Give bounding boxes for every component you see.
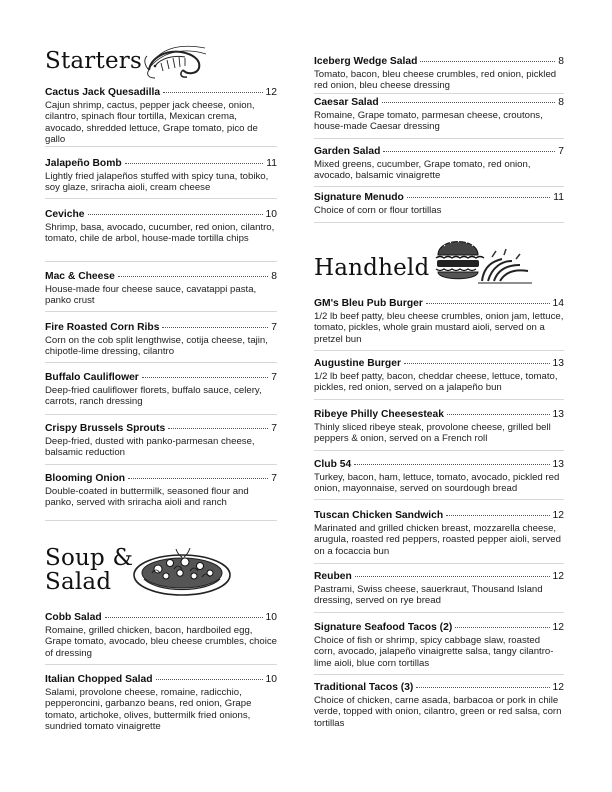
menu-item: [45, 473, 277, 509]
leader-dots: [407, 197, 550, 198]
leader-dots: [455, 627, 549, 628]
divider: [314, 563, 564, 564]
salad-bowl-icon: [130, 543, 234, 599]
item-description: Choice of corn or flour tortillas: [314, 205, 442, 216]
item-description: Salami, provolone cheese, romaine, radicchio, pepperoncini, garbanzo beans, red onion, Grape tomato, artichoke, olives, buttermilk fried onions, sundried tomato vinaigrette: [45, 687, 252, 732]
menu-item: [45, 372, 277, 408]
divider: [45, 261, 277, 262]
leader-dots: [162, 327, 268, 328]
divider: [45, 464, 277, 465]
leader-dots: [156, 679, 263, 680]
item-description: Choice of fish or shrimp, spicy cabbage slaw, roasted corn, avocado, jalapeño vinaigrette salsa, tangy cilantro-lime aioli, blue corn tortillas: [314, 635, 554, 669]
item-price: 8: [558, 97, 564, 108]
item-price: 12: [265, 87, 277, 98]
leader-dots: [354, 464, 549, 465]
burger-fries-icon: [432, 231, 536, 287]
item-name: Crispy Brussels Sprouts: [45, 423, 166, 434]
shrimp-icon: [143, 44, 207, 80]
divider: [314, 499, 564, 500]
item-price: 14: [552, 298, 564, 309]
menu-item: [314, 459, 564, 495]
menu-item: [314, 298, 564, 345]
item-name: Reuben: [314, 571, 352, 582]
divider: [314, 674, 564, 675]
item-name: Ribeye Philly Cheesesteak: [314, 409, 444, 420]
item-price: 7: [558, 146, 564, 157]
item-price: 12: [552, 622, 564, 633]
menu-item: [45, 271, 277, 307]
menu-item: [314, 682, 564, 729]
divider: [314, 399, 564, 400]
divider: [314, 450, 564, 451]
leader-dots: [355, 576, 550, 577]
item-description: Deep-fried cauliflower florets, buffalo sauce, celery, carrots, ranch dressing: [45, 385, 262, 408]
menu-item: [314, 622, 564, 669]
item-price: 10: [265, 674, 277, 685]
divider: [45, 664, 277, 665]
leader-dots: [163, 92, 262, 93]
soup-salad-title-line1: Soup &: [45, 545, 134, 571]
item-name: Iceberg Wedge Salad: [314, 56, 418, 67]
item-description: Thinly sliced ribeye steak, provolone cheese, grilled bell peppers & onion, served on a French roll: [314, 422, 551, 445]
item-description: Turkey, bacon, ham, lettuce, tomato, avocado, pickled red onion, mayonnaise, served on sourdough bread: [314, 472, 560, 495]
item-price: 13: [552, 459, 564, 470]
leader-dots: [446, 515, 549, 516]
item-name: Mac & Cheese: [45, 271, 115, 282]
item-description: Mixed greens, cucumber, Grape tomato, red onion, avocado, balsamic vinaigrette: [314, 159, 531, 182]
divider: [45, 520, 277, 521]
item-price: 13: [552, 358, 564, 369]
item-name: Cobb Salad: [45, 612, 102, 623]
item-price: 11: [266, 158, 277, 169]
item-price: 12: [552, 510, 564, 521]
item-description: Cajun shrimp, cactus, pepper jack cheese, onion, cilantro, spinach flour tortilla, Mexican crema, avocado, shredded lettuce, Grape tomato, pico de gallo: [45, 100, 258, 145]
leader-dots: [105, 617, 263, 618]
divider: [45, 414, 277, 415]
divider: [45, 362, 277, 363]
item-description: Tomato, bacon, bleu cheese crumbles, red onion, pickled red onion, bleu cheese dressing: [314, 69, 557, 92]
menu-item: [45, 209, 277, 245]
divider: [314, 186, 564, 187]
menu-item: [314, 409, 564, 445]
item-description: 1/2 lb beef patty, bleu cheese crumbles, onion jam, lettuce, tomato, pickles, whole grain mustard aioli, served on a pretzel bun: [314, 311, 564, 345]
item-price: 7: [271, 473, 277, 484]
leader-dots: [118, 276, 268, 277]
item-description: Romaine, Grape tomato, parmesan cheese, croutons, house-made Caesar dressing: [314, 110, 543, 133]
menu-item: [45, 87, 277, 145]
leader-dots: [447, 414, 550, 415]
menu-item: [314, 97, 564, 133]
divider: [314, 93, 564, 94]
item-price: 8: [271, 271, 277, 282]
starters-title: Starters: [45, 48, 142, 74]
leader-dots: [142, 377, 268, 378]
item-price: 7: [271, 423, 277, 434]
menu-item: [45, 674, 277, 732]
item-price: 12: [552, 571, 564, 582]
leader-dots: [416, 687, 549, 688]
item-description: Corn on the cob split lengthwise, cotija cheese, tajin, chipotle-lime dressing, cilantro: [45, 335, 268, 358]
item-description: Marinated and grilled chicken breast, mozzarella cheese, arugula, roasted red peppers, roasted pepper aioli, served on a focaccia bun: [314, 523, 561, 557]
item-price: 7: [271, 372, 277, 383]
leader-dots: [128, 478, 268, 479]
leader-dots: [383, 151, 555, 152]
leader-dots: [404, 363, 550, 364]
item-name: Ceviche: [45, 209, 85, 220]
item-price: 10: [265, 612, 277, 623]
item-name: Augustine Burger: [314, 358, 401, 369]
divider: [314, 350, 564, 351]
item-name: Buffalo Cauliflower: [45, 372, 139, 383]
item-name: Cactus Jack Quesadilla: [45, 87, 161, 98]
item-name: Club 54: [314, 459, 352, 470]
item-name: GM's Bleu Pub Burger: [314, 298, 423, 309]
item-description: Double-coated in buttermilk, seasoned flour and panko, served with sriracha aioli and ranch: [45, 486, 249, 509]
handheld-header: [314, 256, 429, 280]
item-name: Blooming Onion: [45, 473, 126, 484]
item-name: Traditional Tacos (3): [314, 682, 414, 693]
item-name: Signature Menudo: [314, 192, 404, 203]
item-price: 7: [271, 322, 277, 333]
divider: [314, 138, 564, 139]
item-name: Fire Roasted Corn Ribs: [45, 322, 160, 333]
item-description: Shrimp, basa, avocado, cucumber, red onion, cilantro, tomato, chile de arbol, house-made tortilla chips: [45, 222, 275, 245]
item-description: House-made four cheese sauce, cavatappi pasta, panko crust: [45, 284, 257, 307]
leader-dots: [382, 102, 556, 103]
leader-dots: [426, 303, 550, 304]
starters-header: [45, 49, 142, 73]
item-description: Romaine, grilled chicken, bacon, hardboiled egg, Grape tomato, avocado, bleu cheese crumbles, choice of dressing: [45, 625, 277, 659]
menu-item: [314, 510, 564, 557]
leader-dots: [125, 163, 264, 164]
leader-dots: [88, 214, 263, 215]
item-name: Italian Chopped Salad: [45, 674, 153, 685]
handheld-title: Handheld: [314, 255, 430, 281]
leader-dots: [420, 61, 555, 62]
item-name: Caesar Salad: [314, 97, 379, 108]
menu-item: [314, 358, 564, 394]
item-description: Pastrami, Swiss cheese, sauerkraut, Thousand Island dressing, served on rye bread: [314, 584, 543, 607]
item-price: 10: [265, 209, 277, 220]
leader-dots: [168, 428, 268, 429]
item-description: 1/2 lb beef patty, bacon, cheddar cheese, lettuce, tomato, pickles, red onion, served on a jalapeño bun: [314, 371, 558, 394]
menu-item: [314, 571, 564, 607]
soup-salad-title-line2: Salad: [45, 569, 112, 595]
item-price: 11: [553, 192, 564, 203]
item-name: Jalapeño Bomb: [45, 158, 122, 169]
divider: [314, 612, 564, 613]
item-name: Signature Seafood Tacos (2): [314, 622, 453, 633]
item-description: Deep-fried, dusted with panko-parmesan cheese, balsamic reduction: [45, 436, 255, 459]
menu-item: [45, 322, 277, 358]
soup-salad-header: [45, 546, 133, 594]
divider: [45, 198, 277, 199]
menu-item: [45, 423, 277, 459]
divider: [45, 311, 277, 312]
item-name: Garden Salad: [314, 146, 381, 157]
item-name: Tuscan Chicken Sandwich: [314, 510, 444, 521]
menu-item: [314, 56, 564, 92]
item-price: 8: [558, 56, 564, 67]
menu-item: [314, 192, 564, 216]
divider: [314, 222, 564, 223]
divider: [45, 146, 277, 147]
item-description: Lightly fried jalapeños stuffed with spicy tuna, tobiko, soy glaze, sriracha aioli, cream cheese: [45, 171, 269, 194]
item-description: Choice of chicken, carne asada, barbacoa or pork in chile verde, topped with onion, cilantro, green or red salsa, corn tortillas: [314, 695, 562, 729]
menu-item: [45, 612, 277, 659]
menu-item: [45, 158, 277, 194]
item-price: 13: [552, 409, 564, 420]
menu-item: [314, 146, 564, 182]
item-price: 12: [552, 682, 564, 693]
